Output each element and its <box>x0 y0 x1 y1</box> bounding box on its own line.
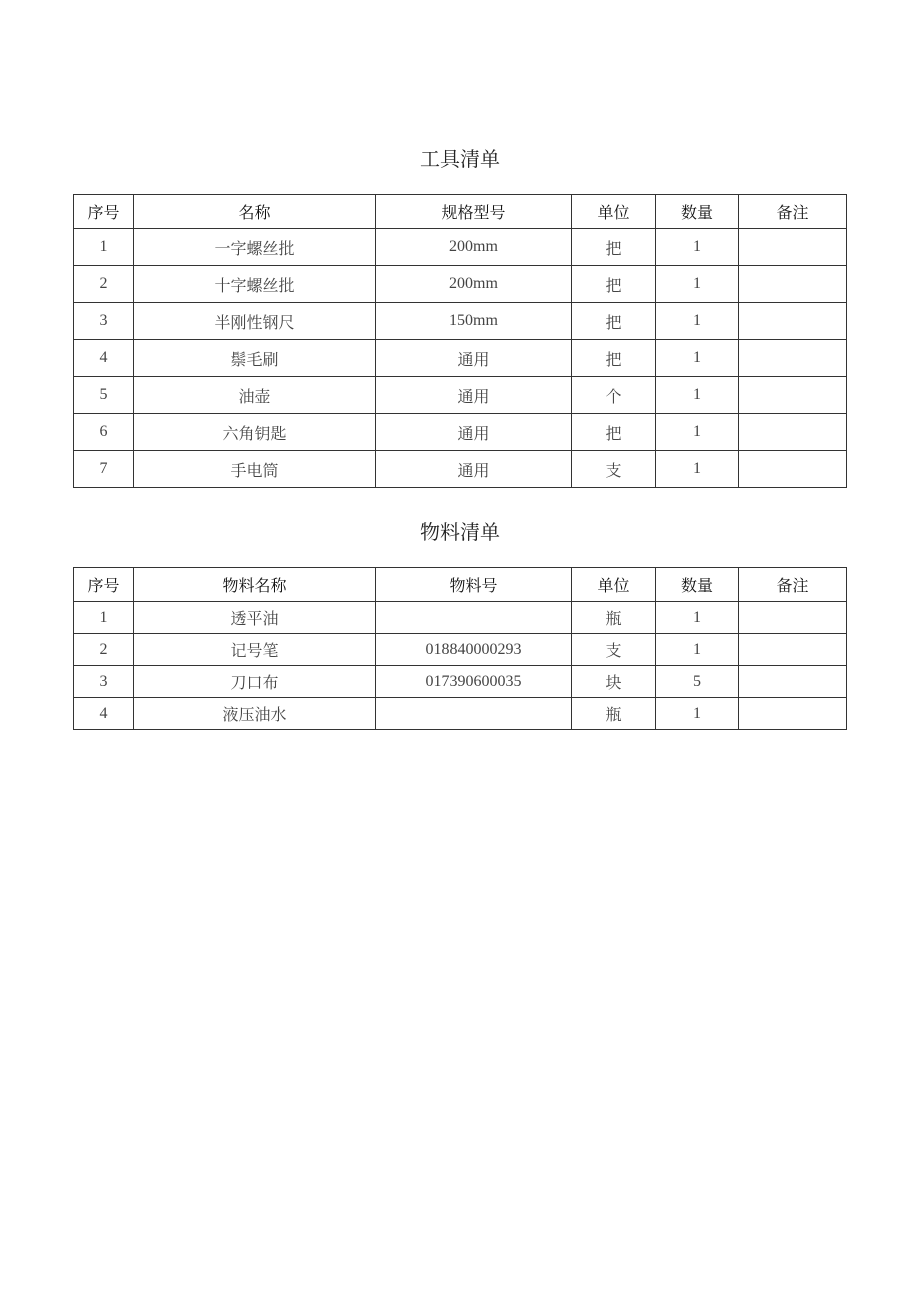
cell-qty: 5 <box>656 666 739 698</box>
cell-spec: 150mm <box>376 303 572 340</box>
cell-material-name: 记号笔 <box>134 634 376 666</box>
cell-material-code <box>376 698 572 730</box>
table-row <box>74 602 847 634</box>
header-seq: 序号 <box>74 195 134 229</box>
cell-seq: 3 <box>74 666 134 698</box>
cell-qty: 1 <box>656 414 739 451</box>
cell-unit: 个 <box>572 377 656 414</box>
cell-note <box>739 377 847 414</box>
cell-qty: 1 <box>656 602 739 634</box>
cell-seq: 4 <box>74 698 134 730</box>
cell-unit: 把 <box>572 266 656 303</box>
cell-qty: 1 <box>656 303 739 340</box>
cell-qty: 1 <box>656 377 739 414</box>
cell-note <box>739 229 847 266</box>
cell-note <box>739 634 847 666</box>
cell-unit: 块 <box>572 666 656 698</box>
cell-qty: 1 <box>656 698 739 730</box>
cell-name: 手电筒 <box>134 451 376 488</box>
cell-note <box>739 602 847 634</box>
cell-unit: 把 <box>572 414 656 451</box>
header-seq: 序号 <box>74 568 134 602</box>
header-qty: 数量 <box>656 568 739 602</box>
cell-seq: 5 <box>74 377 134 414</box>
cell-qty: 1 <box>656 266 739 303</box>
cell-material-code: 017390600035 <box>376 666 572 698</box>
cell-material-name: 液压油水 <box>134 698 376 730</box>
header-unit: 单位 <box>572 568 656 602</box>
cell-unit: 瓶 <box>572 698 656 730</box>
cell-unit: 把 <box>572 340 656 377</box>
table-row <box>74 266 847 303</box>
tools-list-title: 工具清单 <box>420 147 500 171</box>
cell-note <box>739 303 847 340</box>
cell-unit: 支 <box>572 451 656 488</box>
cell-note <box>739 451 847 488</box>
cell-seq: 3 <box>74 303 134 340</box>
materials-table <box>73 567 847 730</box>
table-row <box>74 340 847 377</box>
cell-name: 半刚性钢尺 <box>134 303 376 340</box>
cell-note <box>739 666 847 698</box>
table-row <box>74 634 847 666</box>
cell-spec: 200mm <box>376 229 572 266</box>
cell-note <box>739 414 847 451</box>
cell-unit: 瓶 <box>572 602 656 634</box>
cell-name: 六角钥匙 <box>134 414 376 451</box>
table-row <box>74 666 847 698</box>
table-row <box>74 303 847 340</box>
header-note: 备注 <box>739 568 847 602</box>
header-name: 名称 <box>134 195 376 229</box>
table-row <box>74 451 847 488</box>
cell-name: 鬃毛刷 <box>134 340 376 377</box>
cell-seq: 1 <box>74 229 134 266</box>
cell-note <box>739 340 847 377</box>
cell-spec: 通用 <box>376 414 572 451</box>
cell-qty: 1 <box>656 634 739 666</box>
cell-name: 十字螺丝批 <box>134 266 376 303</box>
table-row <box>74 229 847 266</box>
header-note: 备注 <box>739 195 847 229</box>
cell-qty: 1 <box>656 451 739 488</box>
cell-note <box>739 698 847 730</box>
cell-material-name: 透平油 <box>134 602 376 634</box>
header-qty: 数量 <box>656 195 739 229</box>
cell-seq: 7 <box>74 451 134 488</box>
cell-name: 油壶 <box>134 377 376 414</box>
cell-unit: 把 <box>572 229 656 266</box>
cell-note <box>739 266 847 303</box>
header-material-code: 物料号 <box>376 568 572 602</box>
header-unit: 单位 <box>572 195 656 229</box>
table-row <box>74 377 847 414</box>
header-material-name: 物料名称 <box>134 568 376 602</box>
table-row <box>74 698 847 730</box>
materials-list-title: 物料清单 <box>420 520 500 544</box>
cell-material-code <box>376 602 572 634</box>
cell-material-code: 018840000293 <box>376 634 572 666</box>
cell-seq: 6 <box>74 414 134 451</box>
cell-spec: 通用 <box>376 377 572 414</box>
cell-spec: 通用 <box>376 451 572 488</box>
cell-spec: 通用 <box>376 340 572 377</box>
cell-seq: 2 <box>74 266 134 303</box>
header-spec: 规格型号 <box>376 195 572 229</box>
cell-material-name: 刀口布 <box>134 666 376 698</box>
cell-seq: 1 <box>74 602 134 634</box>
cell-seq: 2 <box>74 634 134 666</box>
tools-table <box>73 194 847 488</box>
table-header-row <box>74 568 847 602</box>
cell-name: 一字螺丝批 <box>134 229 376 266</box>
table-header-row <box>74 195 847 229</box>
cell-unit: 把 <box>572 303 656 340</box>
cell-spec: 200mm <box>376 266 572 303</box>
cell-seq: 4 <box>74 340 134 377</box>
cell-unit: 支 <box>572 634 656 666</box>
cell-qty: 1 <box>656 229 739 266</box>
table-row <box>74 414 847 451</box>
cell-qty: 1 <box>656 340 739 377</box>
